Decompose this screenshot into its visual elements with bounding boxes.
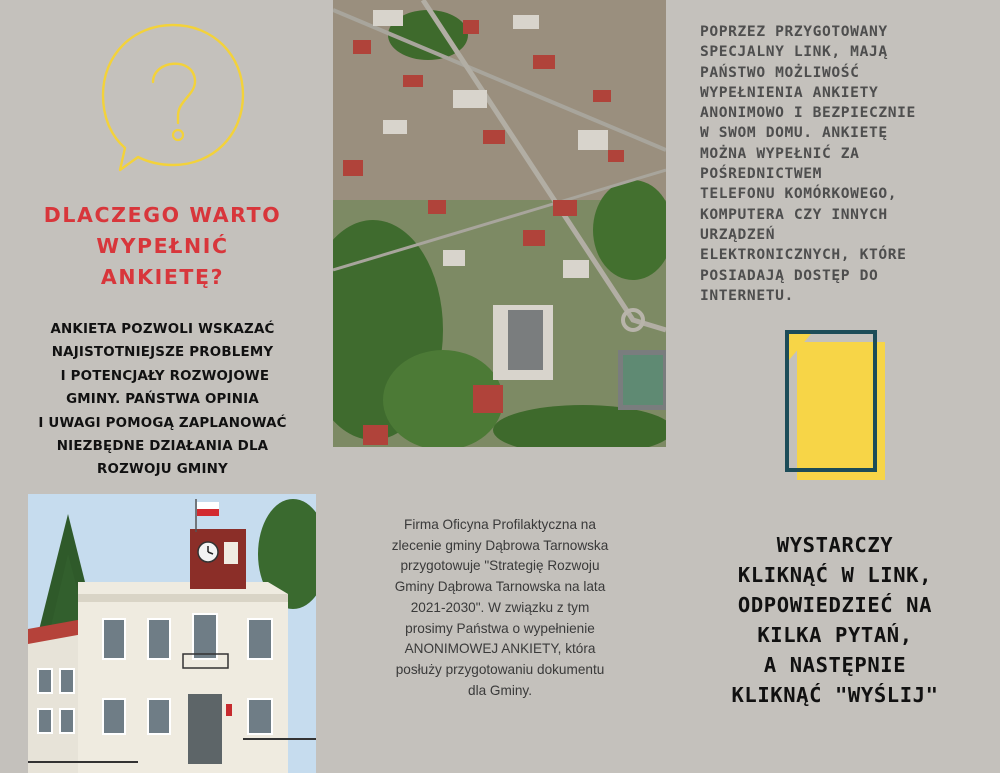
town-hall-photo xyxy=(28,494,316,773)
paragraph-line: PAŃSTWO MOŻLIWOŚĆ xyxy=(700,63,860,81)
paragraph-line: posłuży przygotowaniu dokumentu xyxy=(395,661,605,677)
survey-heading xyxy=(20,200,305,293)
paragraph-line: POŚREDNICTWEM xyxy=(700,165,823,183)
heading-line: ANKIETĘ? xyxy=(100,265,225,289)
paragraph-line: Firma Oficyna Profilaktyczna na xyxy=(404,517,596,532)
cta-line: WYSTARCZY xyxy=(776,533,894,557)
paragraph-line: 2021-2030". W związku z tym xyxy=(410,599,590,615)
paragraph-line: KOMPUTERA CZY INNYCH xyxy=(700,205,888,223)
paragraph-line: URZĄDZEŃ xyxy=(700,225,776,243)
paragraph-line: zlecenie gminy Dąbrowa Tarnowska xyxy=(391,537,609,553)
paragraph-line: SPECJALNY LINK, MAJĄ xyxy=(700,43,888,61)
document-icon xyxy=(775,330,890,485)
question-speech-bubble-icon xyxy=(98,20,248,180)
paragraph-line: W SWOM DOMU. ANKIETĘ xyxy=(700,124,888,142)
paragraph-line: ROZWOJU GMINY xyxy=(97,462,228,478)
survey-description-paragraph xyxy=(360,515,640,701)
paragraph-line: Gminy Dąbrowa Tarnowska na lata xyxy=(394,579,606,595)
paragraph-line: ANKIETA POZWOLI WSKAZAĆ xyxy=(50,322,275,337)
cta-line: A NASTĘPNIE xyxy=(763,653,907,677)
cta-line: KLIKNĄĆ "WYŚLIJ" xyxy=(731,683,939,707)
paragraph-line: I POTENCJAŁY ROZWOJOWE xyxy=(55,368,270,384)
paragraph-line: MOŻNA WYPEŁNIĆ ZA xyxy=(700,144,860,162)
paragraph-line: prosimy Państwa o wypełnienie xyxy=(405,620,595,636)
survey-info-paragraph xyxy=(700,22,995,306)
call-to-action xyxy=(680,530,990,710)
paragraph-line: NAJISTOTNIEJSZE PROBLEMY xyxy=(51,345,274,361)
heading-line: DLACZEGO WARTO xyxy=(43,203,282,227)
why-paragraph xyxy=(10,318,315,482)
paragraph-line: GMINY. PAŃSTWA OPINIA xyxy=(66,392,259,408)
paragraph-line: ANONIMOWO I BEZPIECZNIE xyxy=(700,104,916,122)
cta-line: KILKA PYTAŃ, xyxy=(757,623,913,647)
paragraph-line: dla Gminy. xyxy=(468,682,532,698)
cta-line: KLIKNĄĆ W LINK, xyxy=(737,563,933,587)
paragraph-line: POPRZEZ PRZYGOTOWANY xyxy=(700,23,888,40)
heading-line: WYPEŁNIĆ xyxy=(96,234,229,258)
paragraph-line: przygotowuje "Strategię Rozwoju xyxy=(400,558,600,574)
cta-line: ODPOWIEDZIEĆ NA xyxy=(737,593,933,617)
paragraph-line: ANONIMOWEJ ANKIETY, która xyxy=(404,641,596,657)
paragraph-line: ELEKTRONICZNYCH, KTÓRE xyxy=(700,246,907,264)
paragraph-line: TELEFONU KOMÓRKOWEGO, xyxy=(700,185,898,203)
paragraph-line: INTERNETU. xyxy=(700,286,794,304)
paragraph-line: WYPEŁNIENIA ANKIETY xyxy=(700,83,879,101)
paragraph-line: NIEZBĘDNE DZIAŁANIA DLA xyxy=(56,439,269,455)
aerial-town-photo xyxy=(333,0,666,447)
paragraph-line: I UWAGI POMOGĄ ZAPLANOWAĆ xyxy=(38,415,287,431)
paragraph-line: POSIADAJĄ DOSTĘP DO xyxy=(700,266,879,284)
